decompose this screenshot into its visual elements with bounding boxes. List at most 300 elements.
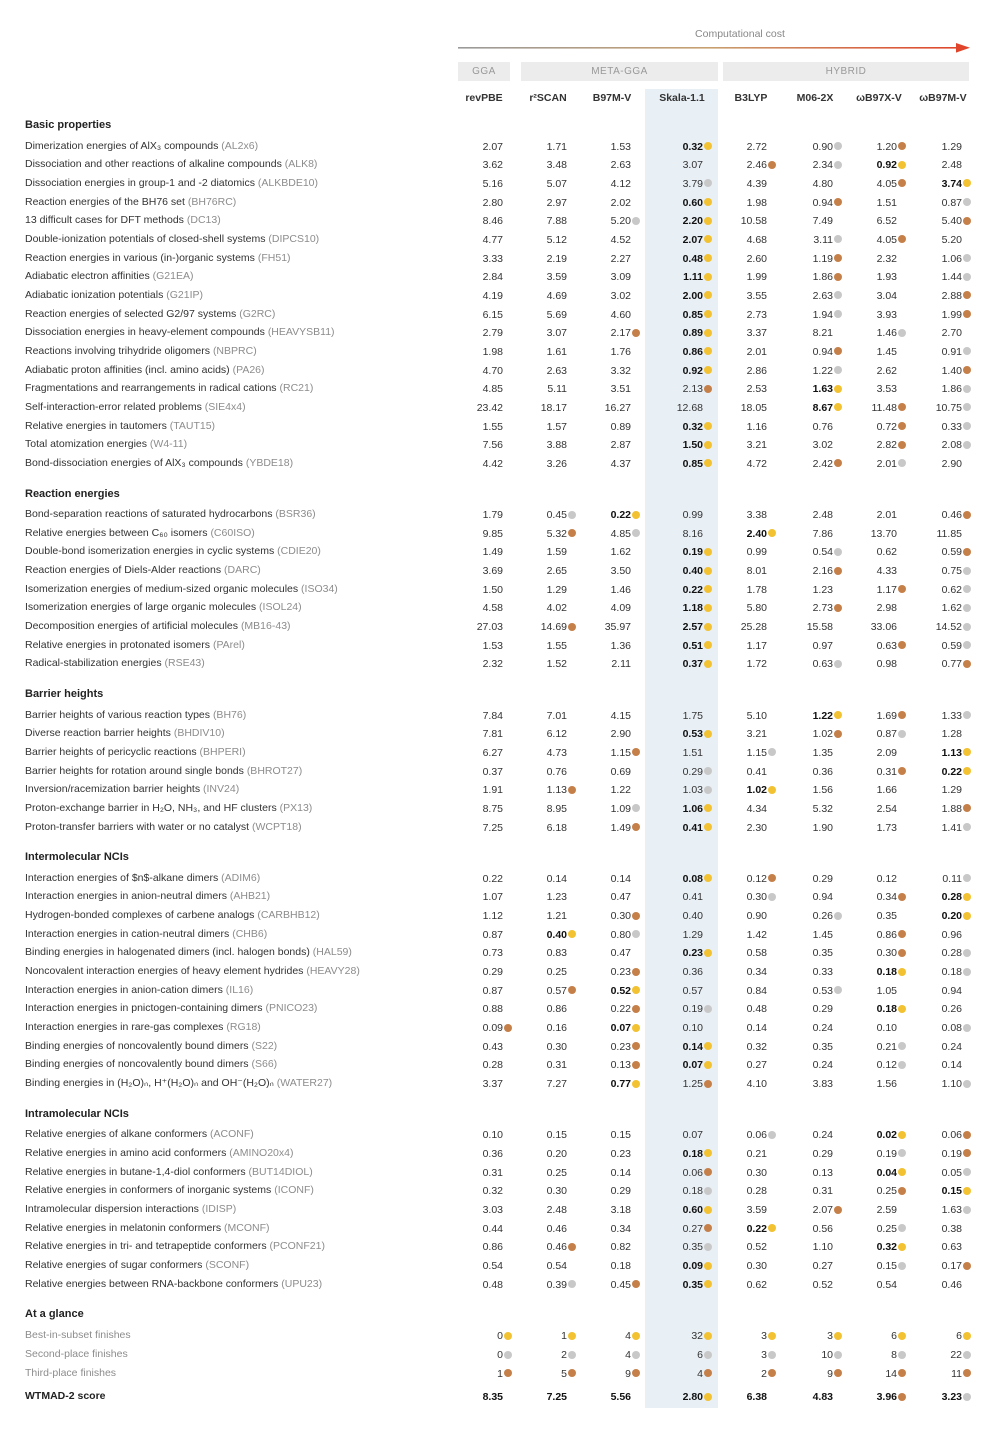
value-text: 4.39 xyxy=(746,177,767,190)
value-cell xyxy=(454,1021,512,1035)
value-cell xyxy=(573,233,631,247)
value-text: 0.63 xyxy=(876,639,897,652)
value-text: 0 xyxy=(497,1349,503,1362)
value-text: 2.90 xyxy=(610,728,631,741)
value-cell xyxy=(913,1077,971,1091)
section-title-intermolecular-ncis: Intermolecular NCIs xyxy=(25,851,129,864)
value-cell xyxy=(582,965,640,979)
value-text: 3.07 xyxy=(682,159,703,172)
value-cell xyxy=(839,308,897,322)
bronze-medal-icon xyxy=(504,1369,512,1377)
value-text: 2.16 xyxy=(812,565,833,578)
value-cell xyxy=(709,420,767,434)
value-cell xyxy=(445,1240,503,1254)
bronze-medal-icon xyxy=(963,1131,971,1139)
value-cell xyxy=(654,1240,712,1254)
row-label-text: Intramolecular dispersion interactions xyxy=(25,1203,199,1215)
value-cell xyxy=(904,1040,962,1054)
value-cell xyxy=(913,821,971,835)
value-cell xyxy=(775,1077,833,1091)
value-cell xyxy=(573,1222,631,1236)
row-code: (PNICO23) xyxy=(265,1002,318,1015)
value-cell xyxy=(445,1077,503,1091)
value-text: 2.11 xyxy=(611,658,631,671)
value-cell xyxy=(445,909,503,923)
value-cell xyxy=(718,1348,776,1362)
row-label-text: Interaction energies in rare-gas complexes xyxy=(25,1021,224,1034)
value-text: 0.32 xyxy=(746,1040,767,1053)
value-cell xyxy=(848,639,906,653)
value-cell xyxy=(445,1040,503,1054)
value-text: 0.89 xyxy=(610,420,631,433)
value-text: 0.31 xyxy=(812,1185,833,1198)
row-code: (ALK8) xyxy=(284,158,318,171)
value-cell xyxy=(445,289,503,303)
value-cell xyxy=(454,1348,512,1362)
value-cell xyxy=(654,802,712,816)
value-cell xyxy=(509,140,567,154)
value-text: 0.40 xyxy=(546,928,567,941)
value-cell xyxy=(784,984,842,998)
value-cell xyxy=(709,196,767,210)
gold-medal-icon xyxy=(898,1332,906,1340)
value-text: 0.34 xyxy=(746,966,767,979)
value-text: 1.55 xyxy=(546,639,567,652)
value-cell xyxy=(709,233,767,247)
row-code: (BHPERI) xyxy=(199,745,246,758)
value-text: 0.35 xyxy=(812,1040,833,1053)
value-cell xyxy=(848,140,906,154)
value-cell xyxy=(654,1040,712,1054)
row-label-text: Double-bond isomerization energies in cyclic systems xyxy=(25,545,275,558)
value-cell xyxy=(654,620,712,634)
value-cell xyxy=(445,620,503,634)
section-title-at-a-glance: At a glance xyxy=(25,1308,84,1321)
value-text: 0.77 xyxy=(941,658,962,671)
value-cell xyxy=(913,1147,971,1161)
value-text: 3.11 xyxy=(813,233,833,246)
bronze-medal-icon xyxy=(704,1224,712,1232)
value-cell xyxy=(913,308,971,322)
column-header-r-scan: r²SCAN xyxy=(529,92,567,104)
value-cell xyxy=(445,177,503,191)
value-text: 4.83 xyxy=(812,1391,833,1404)
value-cell xyxy=(654,639,712,653)
section-title-reaction-energies: Reaction energies xyxy=(25,487,120,500)
value-text: 0.24 xyxy=(812,1022,833,1035)
value-text: 2 xyxy=(761,1367,767,1380)
value-text: 1.33 xyxy=(941,709,962,722)
row-label xyxy=(25,382,313,394)
value-cell xyxy=(913,1348,971,1362)
value-cell xyxy=(509,420,567,434)
value-text: 0.32 xyxy=(682,420,703,433)
value-cell xyxy=(848,1348,906,1362)
bronze-medal-icon xyxy=(963,804,971,812)
silver-medal-icon xyxy=(963,968,971,976)
value-text: 5.12 xyxy=(546,233,567,246)
value-text: 3.32 xyxy=(610,364,631,377)
value-text: 1.12 xyxy=(482,910,503,923)
value-text: 4.68 xyxy=(746,233,767,246)
value-text: 1.42 xyxy=(746,928,767,941)
value-text: 33.06 xyxy=(870,621,897,634)
value-cell xyxy=(445,438,503,452)
value-cell xyxy=(913,709,971,723)
row-label xyxy=(25,872,260,884)
value-cell xyxy=(775,1128,833,1142)
value-text: 0.41 xyxy=(746,765,767,778)
value-cell xyxy=(913,1184,971,1198)
bronze-medal-icon xyxy=(963,366,971,374)
bronze-medal-icon xyxy=(568,529,576,537)
value-cell xyxy=(518,783,576,797)
value-cell xyxy=(709,1259,767,1273)
value-cell xyxy=(445,928,503,942)
value-text: 1 xyxy=(561,1330,567,1343)
value-text: 3.37 xyxy=(746,327,767,340)
row-code: (AMINO20x4) xyxy=(229,1146,294,1159)
value-cell xyxy=(445,401,503,415)
value-cell xyxy=(518,1348,576,1362)
silver-medal-icon xyxy=(963,641,971,649)
value-text: 3.74 xyxy=(941,177,962,190)
value-text: 2.70 xyxy=(941,327,962,340)
value-text: 3 xyxy=(761,1330,767,1343)
value-text: 1.98 xyxy=(746,196,767,209)
value-cell xyxy=(904,1058,962,1072)
row-label xyxy=(25,270,194,282)
value-cell xyxy=(839,382,897,396)
value-cell xyxy=(775,746,833,760)
row-code: (HEAVY28) xyxy=(306,965,360,978)
gold-medal-icon xyxy=(632,1024,640,1032)
row-code: (BHDIV10) xyxy=(173,727,225,740)
row-label xyxy=(25,639,245,651)
value-text: 2.73 xyxy=(746,308,767,321)
value-text: 1.99 xyxy=(746,271,767,284)
value-text: 1.21 xyxy=(546,910,567,923)
section-title-basic-properties: Basic properties xyxy=(25,119,112,131)
value-text: 1.76 xyxy=(610,345,631,358)
value-text: 2.07 xyxy=(812,1204,833,1216)
value-cell xyxy=(839,821,897,835)
value-cell xyxy=(445,746,503,760)
row-label xyxy=(25,364,265,376)
value-text: 0.18 xyxy=(682,1147,703,1160)
row-label-text: Fragmentations and rearrangements in radical cations xyxy=(25,382,277,395)
value-text: 0.30 xyxy=(746,1166,767,1179)
value-cell xyxy=(709,765,767,779)
silver-medal-icon xyxy=(963,1206,971,1214)
value-cell xyxy=(454,1329,512,1343)
value-text: 1.09 xyxy=(610,802,631,815)
value-text: 4.15 xyxy=(610,709,631,722)
value-text: 8.46 xyxy=(482,215,503,228)
value-cell xyxy=(775,1259,833,1273)
value-text: 0.77 xyxy=(610,1078,631,1091)
value-cell xyxy=(784,308,842,322)
bronze-medal-icon xyxy=(632,329,640,337)
value-cell xyxy=(445,420,503,434)
value-text: 1.62 xyxy=(610,546,631,559)
value-cell xyxy=(654,583,712,597)
value-cell xyxy=(445,890,503,904)
row-label-text: Adiabatic electron affinities xyxy=(25,270,150,283)
value-cell xyxy=(913,1128,971,1142)
value-cell xyxy=(645,158,703,172)
value-text: 0.47 xyxy=(610,947,631,960)
value-cell xyxy=(573,196,631,210)
value-cell xyxy=(775,326,833,340)
row-label-text: Reaction energies of selected G2/97 systems xyxy=(25,307,237,320)
value-text: 1.86 xyxy=(941,383,962,396)
value-cell xyxy=(654,438,712,452)
value-cell xyxy=(573,308,631,322)
row-label xyxy=(25,783,239,795)
value-cell xyxy=(709,1077,767,1091)
value-cell xyxy=(654,345,712,359)
value-cell xyxy=(839,984,897,998)
value-text: 1.15 xyxy=(610,746,631,759)
value-cell xyxy=(848,1184,906,1198)
value-cell xyxy=(509,1184,567,1198)
value-cell xyxy=(445,1002,503,1016)
value-cell xyxy=(645,746,703,760)
silver-medal-icon xyxy=(898,1351,906,1359)
value-text: 0.15 xyxy=(941,1185,962,1198)
value-cell xyxy=(445,158,503,172)
value-text: 2.59 xyxy=(876,1204,897,1216)
value-cell xyxy=(445,1203,503,1217)
value-text: 1.06 xyxy=(682,802,703,815)
row-code: (DC13) xyxy=(186,214,221,227)
value-text: 2.98 xyxy=(876,602,897,615)
value-cell xyxy=(582,1077,640,1091)
value-cell xyxy=(904,783,962,797)
silver-medal-icon xyxy=(834,161,842,169)
value-cell xyxy=(654,564,712,578)
value-cell xyxy=(709,965,767,979)
value-text: 0.22 xyxy=(682,583,703,596)
row-label-text: Binding energies of noncovalently bound dimers xyxy=(25,1039,249,1052)
column-header-m06-2x: M06-2X xyxy=(796,92,834,104)
value-text: 0.20 xyxy=(941,910,962,923)
value-text: 6.27 xyxy=(482,746,503,759)
value-cell xyxy=(654,1259,712,1273)
silver-medal-icon xyxy=(704,786,712,794)
value-text: 32 xyxy=(691,1330,703,1343)
value-cell xyxy=(509,583,567,597)
value-text: 0.29 xyxy=(482,966,503,979)
value-cell xyxy=(445,783,503,797)
gold-medal-icon xyxy=(963,1332,971,1340)
value-cell xyxy=(645,401,703,415)
value-text: 10.58 xyxy=(740,215,767,228)
value-cell xyxy=(582,1040,640,1054)
value-text: 12.68 xyxy=(676,401,703,414)
value-cell xyxy=(509,345,567,359)
row-code: (DIPCS10) xyxy=(268,232,320,245)
value-text: 1.55 xyxy=(482,420,503,433)
value-text: 3.37 xyxy=(482,1078,503,1091)
row-code: (PCONF21) xyxy=(269,1240,325,1253)
value-text: 2.46 xyxy=(746,159,767,172)
value-cell xyxy=(445,709,503,723)
value-text: 0 xyxy=(497,1330,503,1343)
value-cell xyxy=(848,1367,906,1381)
value-cell xyxy=(573,620,631,634)
value-cell xyxy=(913,601,971,615)
value-cell xyxy=(509,364,567,378)
value-text: 1.88 xyxy=(941,802,962,815)
silver-medal-icon xyxy=(963,1080,971,1088)
value-text: 0.96 xyxy=(941,928,962,941)
value-cell xyxy=(913,765,971,779)
row-label xyxy=(25,545,321,557)
gold-medal-icon xyxy=(834,711,842,719)
value-cell xyxy=(509,657,567,671)
value-text: 0.19 xyxy=(682,546,703,559)
value-cell xyxy=(509,1203,567,1217)
row-label-text: Interaction energies in anion-neutral dimers xyxy=(25,890,227,903)
row-label-text: Proton-transfer barriers with water or no catalyst xyxy=(25,820,250,833)
value-text: 2.48 xyxy=(812,509,833,522)
value-text: 0.76 xyxy=(812,420,833,433)
value-cell xyxy=(904,984,962,998)
row-label xyxy=(25,158,317,170)
value-cell xyxy=(573,364,631,378)
value-cell xyxy=(445,457,503,471)
value-cell xyxy=(839,746,897,760)
value-text: 0.28 xyxy=(941,947,962,960)
value-cell xyxy=(509,270,567,284)
value-cell xyxy=(904,928,962,942)
value-text: 1.28 xyxy=(941,728,962,741)
value-cell xyxy=(913,270,971,284)
value-text: 14 xyxy=(885,1367,897,1380)
value-cell xyxy=(445,1222,503,1236)
bronze-medal-icon xyxy=(898,585,906,593)
value-text: 3.55 xyxy=(746,289,767,302)
value-cell xyxy=(645,965,703,979)
row-label xyxy=(25,1147,293,1159)
value-text: 0.21 xyxy=(876,1040,897,1053)
value-text: 6.52 xyxy=(876,215,897,228)
value-cell xyxy=(848,890,906,904)
row-label xyxy=(25,1058,277,1070)
silver-medal-icon xyxy=(963,441,971,449)
value-text: 2.07 xyxy=(482,140,503,153)
row-code: (INV24) xyxy=(203,783,240,796)
row-label xyxy=(25,890,270,902)
silver-medal-icon xyxy=(963,949,971,957)
value-text: 0.25 xyxy=(546,966,567,979)
value-cell xyxy=(904,233,962,247)
value-text: 0.89 xyxy=(682,327,703,340)
row-code: (TAUT15) xyxy=(169,419,216,432)
value-cell xyxy=(848,1240,906,1254)
row-code: (PX13) xyxy=(279,801,313,814)
value-cell xyxy=(718,158,776,172)
value-text: 0.35 xyxy=(812,947,833,960)
value-cell xyxy=(913,289,971,303)
value-text: 0.15 xyxy=(610,1129,631,1142)
value-text: 1.51 xyxy=(682,746,703,759)
gold-medal-icon xyxy=(898,968,906,976)
value-text: 1.17 xyxy=(876,583,897,596)
value-cell xyxy=(509,727,567,741)
silver-medal-icon xyxy=(504,1351,512,1359)
value-text: 0.22 xyxy=(610,509,631,522)
wtmad-score-label: WTMAD-2 score xyxy=(25,1390,106,1403)
value-text: 0.27 xyxy=(746,1059,767,1072)
gold-medal-icon xyxy=(898,1131,906,1139)
value-cell xyxy=(445,965,503,979)
value-text: 0.90 xyxy=(746,910,767,923)
value-cell xyxy=(573,783,631,797)
value-cell xyxy=(839,1077,897,1091)
value-text: 7.01 xyxy=(546,709,567,722)
value-text: 0.07 xyxy=(682,1129,703,1142)
value-cell xyxy=(709,382,767,396)
value-text: 0.23 xyxy=(610,966,631,979)
gold-medal-icon xyxy=(898,1168,906,1176)
gold-medal-icon xyxy=(834,1332,842,1340)
value-cell xyxy=(509,457,567,471)
value-text: 0.15 xyxy=(546,1129,567,1142)
value-cell xyxy=(654,1278,712,1292)
value-text: 4.85 xyxy=(482,383,503,396)
value-cell xyxy=(775,639,833,653)
value-text: 0.48 xyxy=(682,252,703,265)
value-cell xyxy=(904,727,962,741)
value-text: 0.94 xyxy=(812,891,833,904)
value-text: 1.50 xyxy=(682,439,703,452)
value-cell xyxy=(913,965,971,979)
value-text: 0.57 xyxy=(546,984,567,997)
value-cell xyxy=(784,140,842,154)
value-text: 0.18 xyxy=(941,966,962,979)
value-cell xyxy=(645,709,703,723)
value-cell xyxy=(709,401,767,415)
value-text: 0.40 xyxy=(682,565,703,578)
value-cell xyxy=(848,1390,906,1404)
value-cell xyxy=(509,1040,567,1054)
value-cell xyxy=(518,928,576,942)
value-cell xyxy=(445,872,503,886)
value-text: 0.10 xyxy=(482,1129,503,1142)
value-cell xyxy=(582,214,640,228)
value-cell xyxy=(839,545,897,559)
value-cell xyxy=(848,420,906,434)
bronze-medal-icon xyxy=(963,310,971,318)
value-cell xyxy=(445,196,503,210)
value-cell xyxy=(784,727,842,741)
value-text: 4.12 xyxy=(610,177,631,190)
value-text: 2.01 xyxy=(876,457,897,470)
value-text: 0.02 xyxy=(876,1129,897,1142)
value-text: 0.09 xyxy=(682,1260,703,1272)
value-text: 2.42 xyxy=(812,457,833,470)
gold-medal-icon xyxy=(963,912,971,920)
value-text: 3.26 xyxy=(546,457,567,470)
value-text: 1.62 xyxy=(941,602,962,615)
value-text: 2.88 xyxy=(941,289,962,302)
value-cell xyxy=(582,746,640,760)
row-code: (CDIE20) xyxy=(277,545,321,558)
row-label-text: Dissociation and other reactions of alkaline compounds xyxy=(25,158,282,171)
